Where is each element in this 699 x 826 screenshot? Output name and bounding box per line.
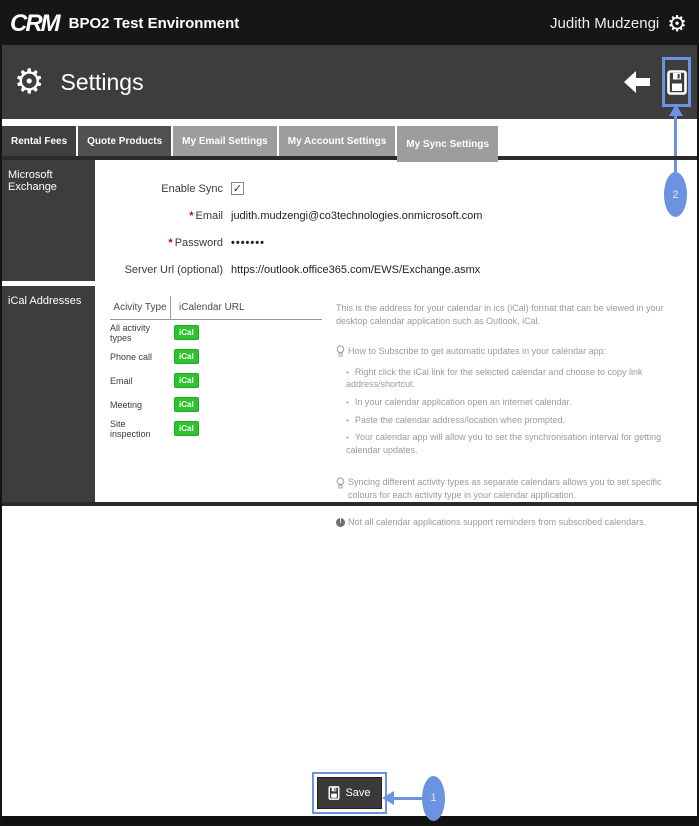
content-spacer [2, 506, 697, 769]
activity-label: Meeting [110, 399, 143, 410]
top-bar [2, 2, 697, 45]
email-label: Email [195, 209, 223, 222]
password-row [95, 229, 697, 256]
email-field[interactable] [231, 210, 551, 222]
activity-row-email [110, 369, 322, 392]
header-gap [2, 119, 697, 126]
ical-help-text [322, 286, 697, 527]
server-url-row [95, 256, 697, 283]
settings-gear-icon: ⚙ [14, 63, 45, 101]
tab-my-account-settings[interactable]: My Account Settings [279, 126, 396, 156]
ical-section-label: iCal Addresses [2, 286, 95, 502]
server-url-field[interactable] [231, 264, 551, 276]
info-icon [336, 518, 345, 527]
tab-rental-fees[interactable]: Rental Fees [2, 126, 76, 156]
tab-my-sync-settings[interactable]: My Sync Settings [397, 126, 498, 162]
sync-tip-row [336, 476, 687, 501]
top-bar-user [550, 10, 687, 36]
sync-tip-text: Syncing different activity types as separate calendars allows you to set specific colours for each activity type in your calendar application. [348, 477, 662, 500]
ical-link-phone-call[interactable]: iCal [174, 349, 199, 364]
subscribe-step: ▪ Right click the iCal link for the selected calendar and choose to copy link address/shortcut. [346, 366, 687, 391]
enable-sync-row [95, 175, 697, 202]
subscribe-title-row [336, 345, 687, 358]
tab-quote-products[interactable]: Quote Products [78, 126, 171, 156]
microsoft-exchange-section [2, 160, 697, 281]
annotation-badge-1: 1 [422, 776, 445, 821]
ical-addresses-section [2, 286, 697, 527]
ical-body [95, 286, 697, 527]
ical-intro-text: This is the address for your calendar in ics (iCal) format that can be viewed in your desktop calendar application such as Outlook, iCal. [336, 303, 664, 326]
back-button[interactable] [624, 71, 650, 93]
activity-label: All activity types [110, 322, 151, 343]
subscribe-step: ▪ In your calendar application open an internet calendar. [346, 396, 687, 409]
required-asterisk: * [168, 236, 173, 249]
activity-row-site-inspection [110, 417, 322, 440]
ical-link-all[interactable]: iCal [174, 325, 199, 340]
section-bottom-line [2, 502, 697, 506]
subscribe-steps-list [336, 366, 687, 457]
save-button-highlight [312, 772, 386, 814]
top-bar-brand [10, 10, 239, 38]
crm-logo: CRM [10, 9, 59, 37]
header-save-button[interactable] [662, 57, 691, 107]
ical-link-email[interactable]: iCal [174, 373, 199, 388]
required-asterisk: * [189, 209, 194, 222]
exchange-section-label: Microsoft Exchange [2, 160, 95, 281]
activity-label: Email [110, 375, 133, 386]
tab-divider-line [2, 156, 697, 160]
subscribe-step: ▪ Your calendar app will allow you to set the synchronisation interval for getting calendar updates. [346, 431, 687, 456]
lightbulb-icon [336, 477, 345, 489]
save-button-label: Save [345, 786, 371, 799]
activity-row-all [110, 321, 322, 344]
settings-header [2, 45, 697, 119]
save-floppy-icon [328, 786, 340, 800]
footer [2, 769, 697, 816]
page-title: Settings [60, 68, 144, 95]
enable-sync-label: Enable Sync [161, 182, 223, 195]
save-floppy-icon [667, 70, 687, 95]
activity-row-phone-call [110, 345, 322, 368]
subscribe-step: ▪ Paste the calendar address/location when prompted. [346, 414, 687, 427]
reminder-note-row [336, 516, 687, 529]
bottom-bar [2, 816, 697, 824]
enable-sync-checkbox[interactable] [231, 182, 244, 195]
tab-my-email-settings[interactable]: My Email Settings [173, 126, 277, 156]
back-arrow-icon [624, 71, 650, 93]
activity-label: Site inspection [110, 418, 151, 439]
subscribe-title: How to Subscribe to get automatic updates in your calendar app: [348, 346, 607, 357]
reminder-note-text: Not all calendar applications support reminders from subscribed calendars. [348, 516, 647, 527]
ical-link-meeting[interactable]: iCal [174, 397, 199, 412]
password-label: Password [174, 236, 223, 249]
lightbulb-icon [336, 345, 345, 357]
activity-label: Phone call [110, 351, 153, 362]
col-icalendar-url: iCalendar URL [170, 296, 322, 320]
server-url-label: Server Url (optional) [124, 263, 223, 276]
save-button[interactable] [317, 777, 381, 809]
annotation-badge-2: 2 [664, 172, 687, 217]
col-activity-type: Acivity Type [113, 302, 167, 313]
environment-title: BPO2 Test Environment [68, 15, 240, 32]
activity-table [110, 286, 322, 502]
activity-table-header [110, 296, 322, 320]
user-name[interactable]: Judith Mudzengi [550, 15, 660, 32]
header-actions [624, 57, 691, 107]
activity-row-meeting [110, 393, 322, 416]
exchange-form [95, 160, 697, 281]
email-row [95, 202, 697, 229]
password-field[interactable] [231, 237, 311, 249]
user-gear-icon[interactable]: ⚙ [667, 10, 687, 36]
ical-link-site-inspection[interactable]: iCal [174, 421, 199, 436]
settings-tabs [2, 126, 697, 156]
